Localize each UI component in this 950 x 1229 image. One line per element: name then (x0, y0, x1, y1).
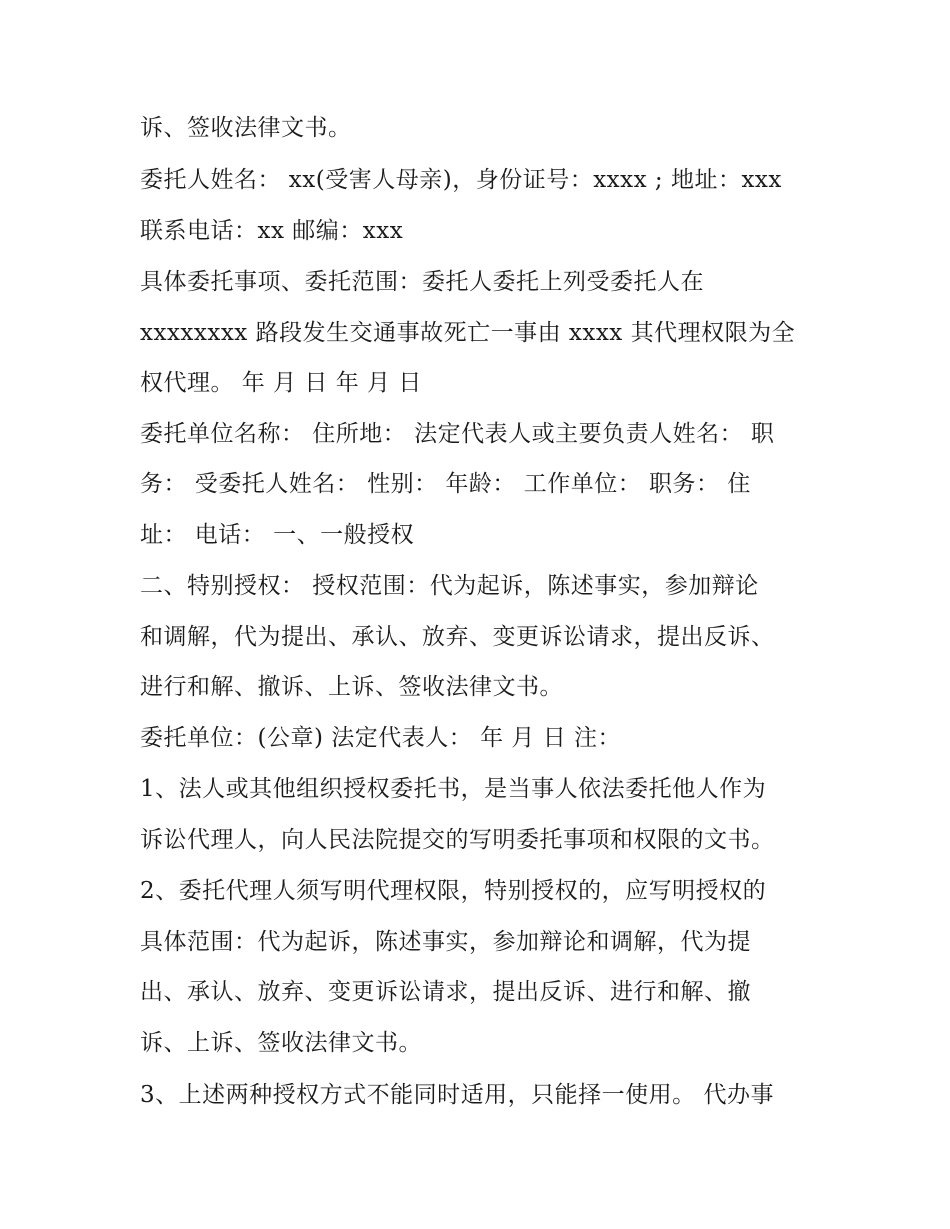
text-line: 具体委托事项、委托范围：委托人委托上列受委托人在 (140, 269, 704, 295)
text-line: 进行和解、撤诉、上诉、签收法律文书。 (140, 674, 563, 700)
text-line: 和调解，代为提出、承认、放弃、变更诉讼请求，提出反诉、 (140, 624, 775, 650)
text-line: 二、特别授权： 授权范围：代为起诉，陈述事实，参加辩论 (140, 573, 759, 599)
text-line: 具体范围：代为起诉，陈述事实，参加辩论和调解，代为提 (140, 929, 751, 955)
text-line: 诉、上诉、签收法律文书。 (140, 1030, 422, 1056)
text-line: 诉讼代理人，向人民法院提交的写明委托事项和权限的文书。 (140, 827, 775, 853)
text-line: 诉、签收法律文书。 (140, 115, 352, 141)
text-line: 委托单位名称： 住所地： 法定代表人或主要负责人姓名： 职 (140, 421, 775, 447)
text-line: 权代理。 年 月 日 年 月 日 (140, 370, 422, 396)
text-line: 出、承认、放弃、变更诉讼请求，提出反诉、进行和解、撤 (140, 979, 751, 1005)
text-line: 1、法人或其他组织授权委托书，是当事人依法委托他人作为 (140, 776, 767, 802)
text-line: 3、上述两种授权方式不能同时适用，只能择一使用。 代办事 (140, 1082, 774, 1108)
text-line: 址： 电话： 一、一般授权 (140, 522, 415, 548)
text-line: 委托人姓名： xx(受害人母亲)，身份证号：xxxx ; 地址：xxx (140, 167, 782, 193)
text-line: 务： 受委托人姓名： 性别： 年龄： 工作单位： 职务： 住 (140, 471, 751, 497)
text-line: 联系电话：xx 邮编：xxx (140, 218, 404, 244)
text-line: 2、委托代理人须写明代理权限，特别授权的，应写明授权的 (140, 878, 767, 904)
text-line: xxxxxxxx 路段发生交通事故死亡一事由 xxxx 其代理权限为全 (140, 320, 796, 346)
text-line: 委托单位：(公章) 法定代表人： 年 月 日 注： (140, 725, 622, 751)
